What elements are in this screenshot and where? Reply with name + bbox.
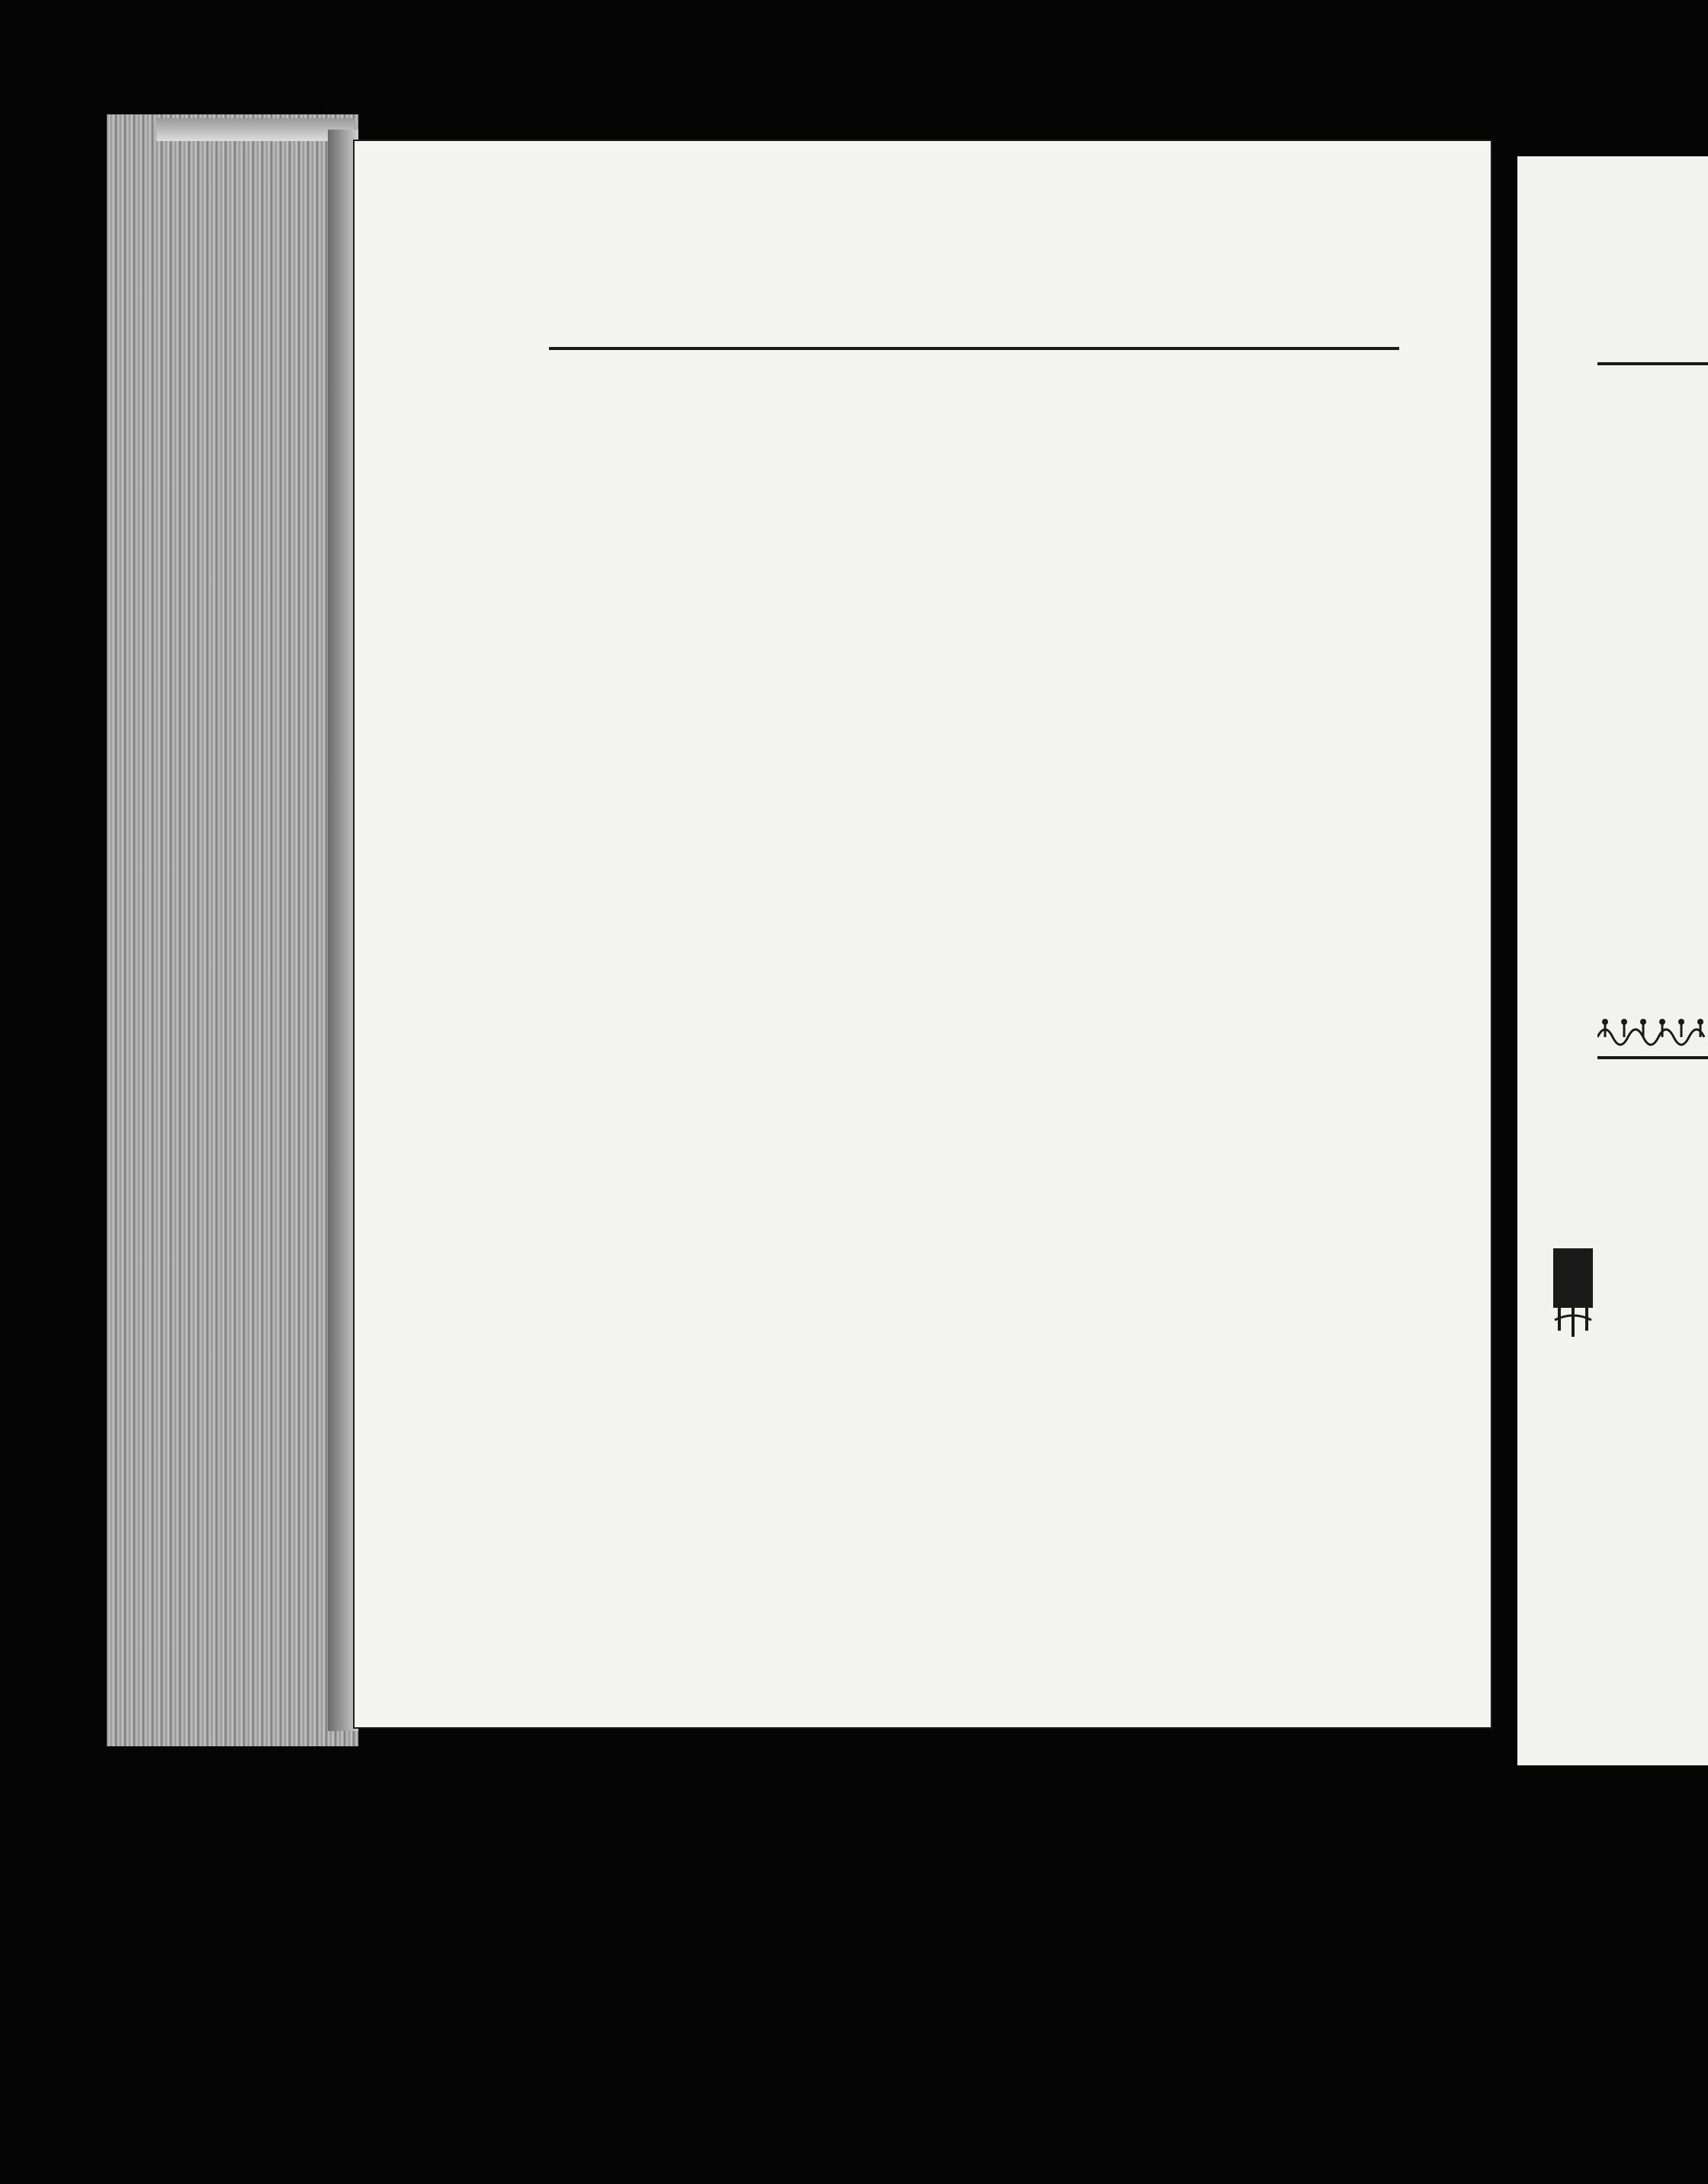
ornament-icon	[1597, 1014, 1708, 1052]
right-header-rule	[1597, 362, 1708, 365]
asterisk-divider	[1567, 1216, 1708, 1247]
running-head	[549, 301, 1399, 347]
right-page	[1517, 156, 1708, 1765]
ornament-border	[1597, 1014, 1708, 1052]
page-gutter-shadow	[328, 130, 358, 1731]
dropcap-letter	[1552, 1247, 1605, 1338]
book-page-edges	[107, 114, 358, 1746]
ornament-rule	[1597, 1056, 1708, 1059]
dropcap-ornament-icon	[1552, 1247, 1605, 1338]
book-page-edges-top	[156, 118, 355, 141]
left-page	[355, 141, 1491, 1727]
header-rule	[549, 347, 1399, 350]
